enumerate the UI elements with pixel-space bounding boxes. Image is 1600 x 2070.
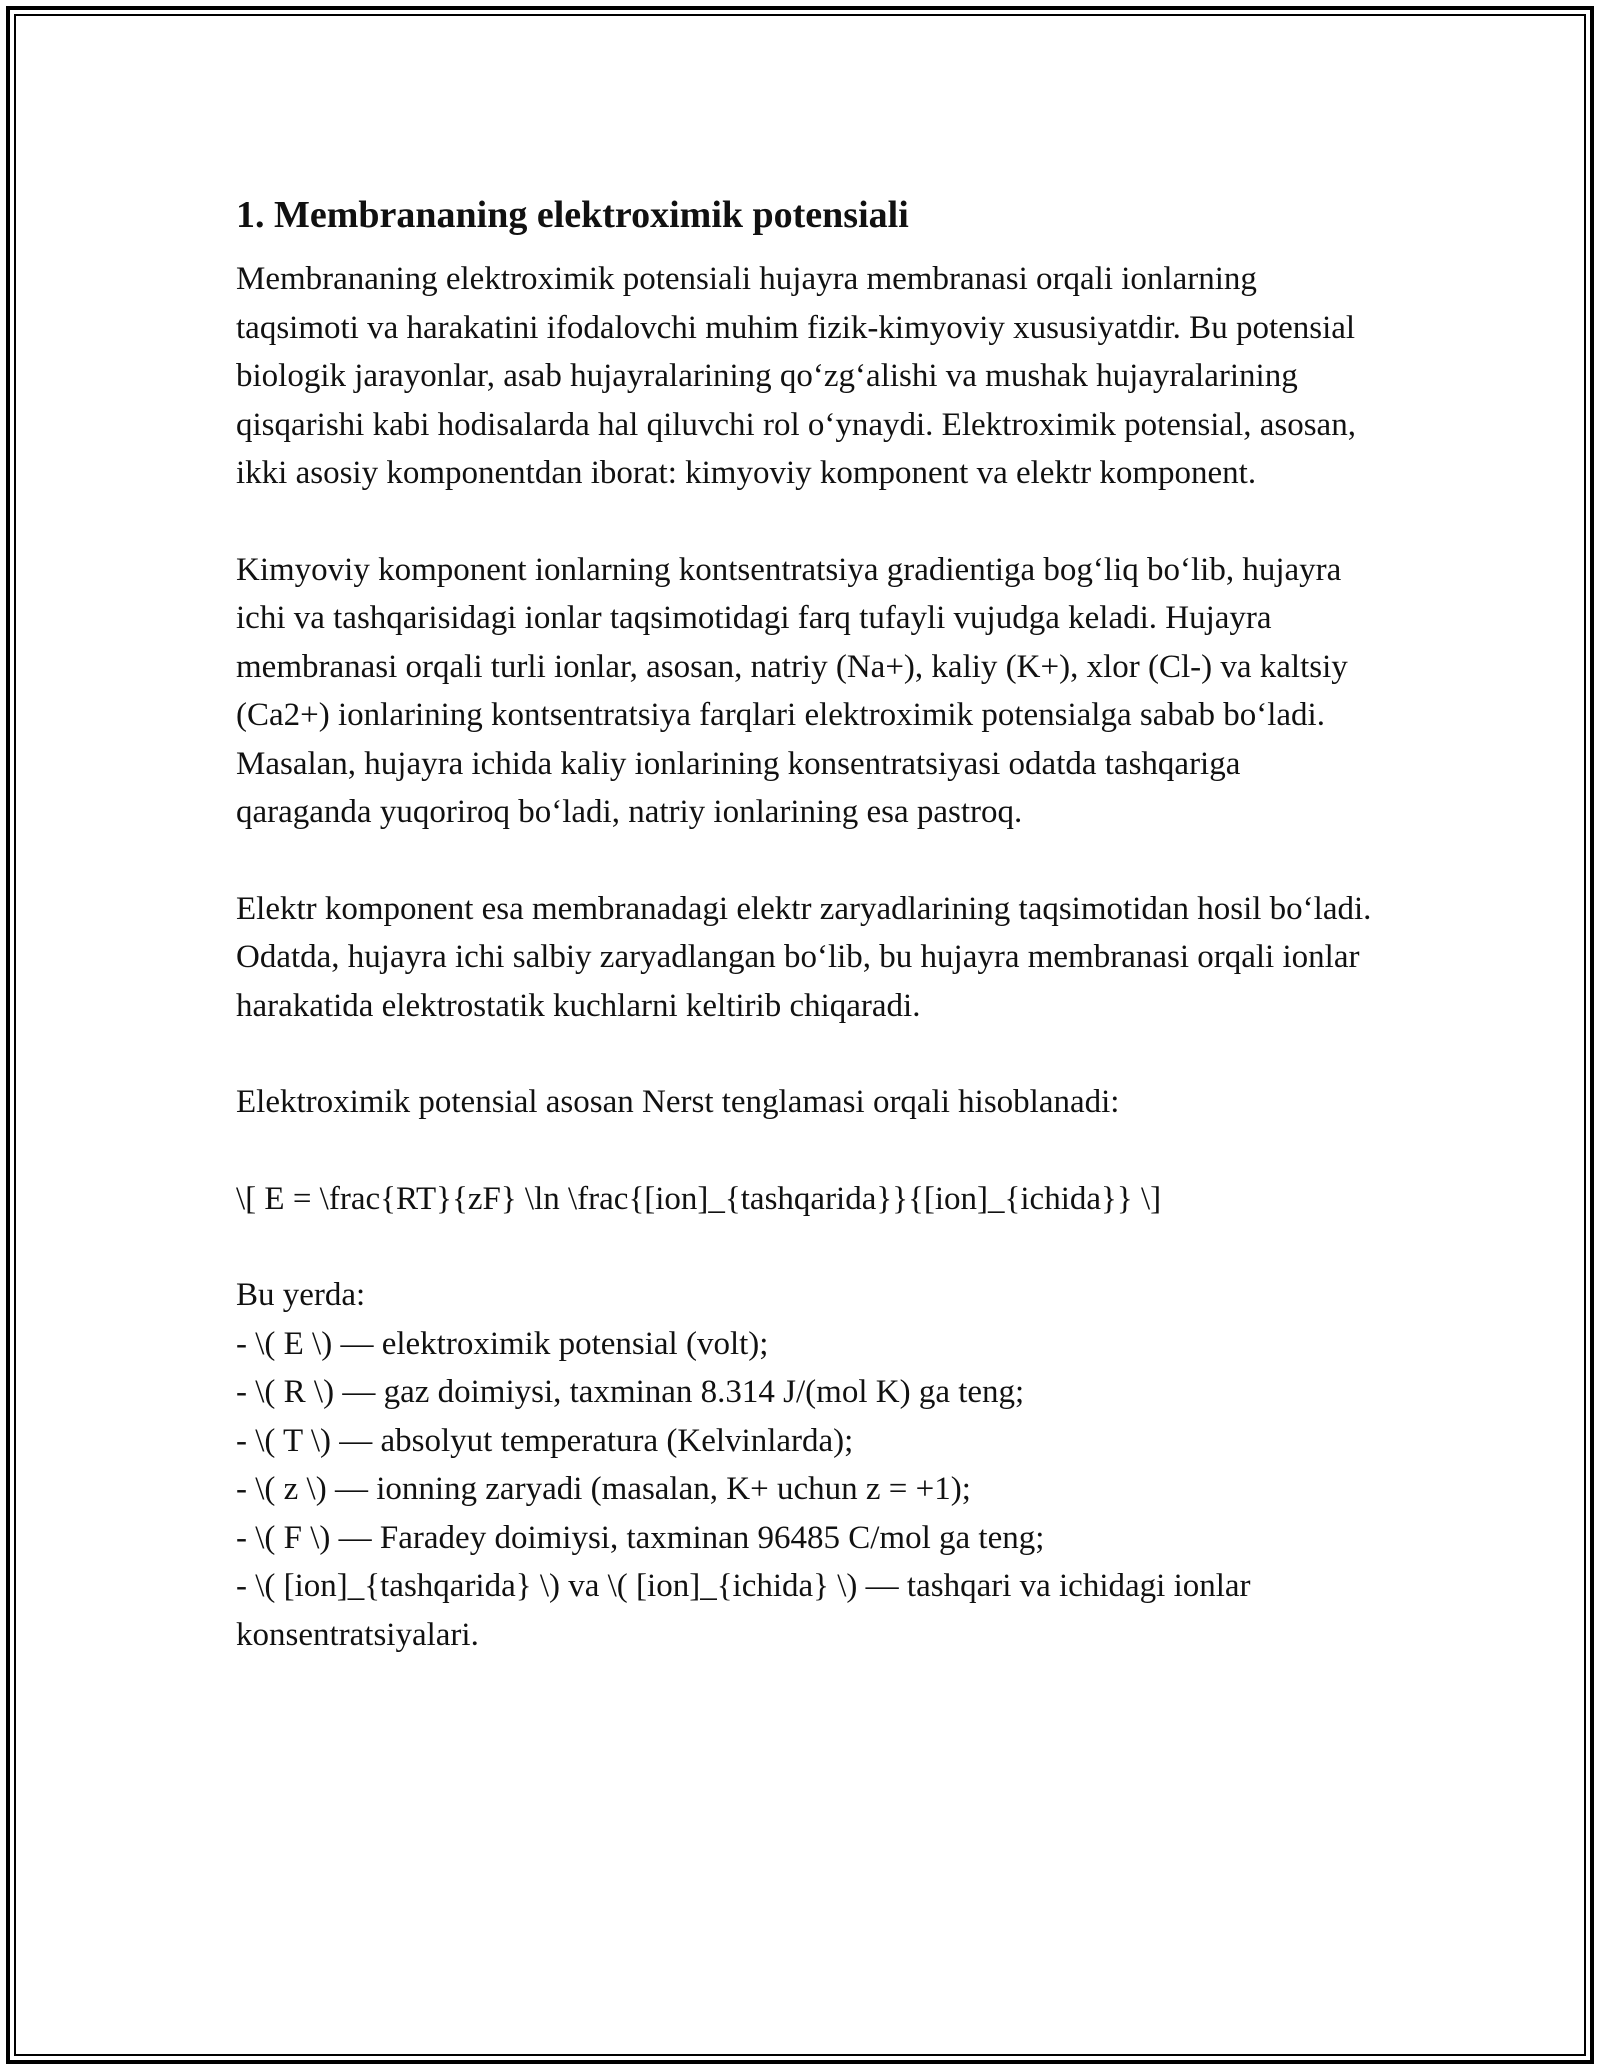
list-item: - \( z \) — ionning zaryadi (masalan, K+ uchun z = +1); [236, 1471, 971, 1507]
list-item: - \( F \) — Faradey doimiysi, taxminan 96485 C/mol ga teng; [236, 1519, 1045, 1556]
list-item: - \( T \) — absolyut temperatura (Kelvinlarda); [236, 1422, 854, 1459]
nernst-formula: \[ E = \frac{RT}{zF} \ln \frac{[ion]_{tashqarida}}{[ion]_{ichida}} \] [236, 1180, 1162, 1217]
list-item: - \( [ion]_{tashqarida} \) va \( [ion]_{ichida} \) — tashqari va ichidagi ionlar konsentratsiyalari. [236, 1568, 1259, 1653]
variable-list [236, 1271, 1376, 1659]
list-intro: Bu yerda: [236, 1277, 366, 1313]
list-item: - \( E \) — elektroximik potensial (volt); [236, 1325, 769, 1362]
paragraph-electric-component: Elektr komponent esa membranadagi elektr zaryadlarining taqsimotidan hosil bo‘ladi. Odatda, hujayra ichi salbiy zaryadlangan bo‘lib, bu hujayra membranasi orqali ionlar harakatida elektrostatik kuchlarni keltirib chiqaradi. [236, 890, 1372, 1024]
paragraph-nernst-intro: Elektroximik potensial asosan Nerst tenglamasi orqali hisoblanadi: [236, 1084, 1120, 1120]
paragraph-intro: Membrananing elektroximik potensiali hujayra membranasi orqali ionlarning taqsimoti va harakatini ifodalovchi muhim fizik-kimyoviy xususiyatdir. Bu potensial biologik jarayonlar, asab hujayralarining qo‘zg‘alishi va mushak hujayralarining qisqarishi kabi hodisalarda hal qiluvchi rol o‘ynaydi. Elektroximik potensial, asosan, ikki asosiy komponentdan iborat: kimyoviy komponent va elektr komponent. [236, 261, 1356, 491]
paragraph-chemical-component: Kimyoviy komponent ionlarning kontsentratsiya gradientiga bog‘liq bo‘lib, hujayra ichi va tashqarisidagi ionlar taqsimotidagi farq tufayli vujudga keladi. Hujayra membranasi orqali turli ionlar, asosan, natriy (Na+), kaliy (K+), xlor (Cl-) va kaltsiy (Ca2+) ionlarining kontsentratsiya farqlari elektroximik potensialga sabab bo‘ladi. Masalan, hujayra ichida kaliy ionlarining konsentratsiyasi odatda tashqariga qaraganda yuqoriroq bo‘ladi, natriy ionlarining esa pastroq. [236, 551, 1348, 830]
document-body [236, 185, 1376, 1707]
section-title: 1. Membrananing elektroximik potensiali [236, 194, 909, 236]
list-item: - \( R \) — gaz doimiysi, taxminan 8.314 J/(mol K) ga teng; [236, 1374, 1025, 1410]
